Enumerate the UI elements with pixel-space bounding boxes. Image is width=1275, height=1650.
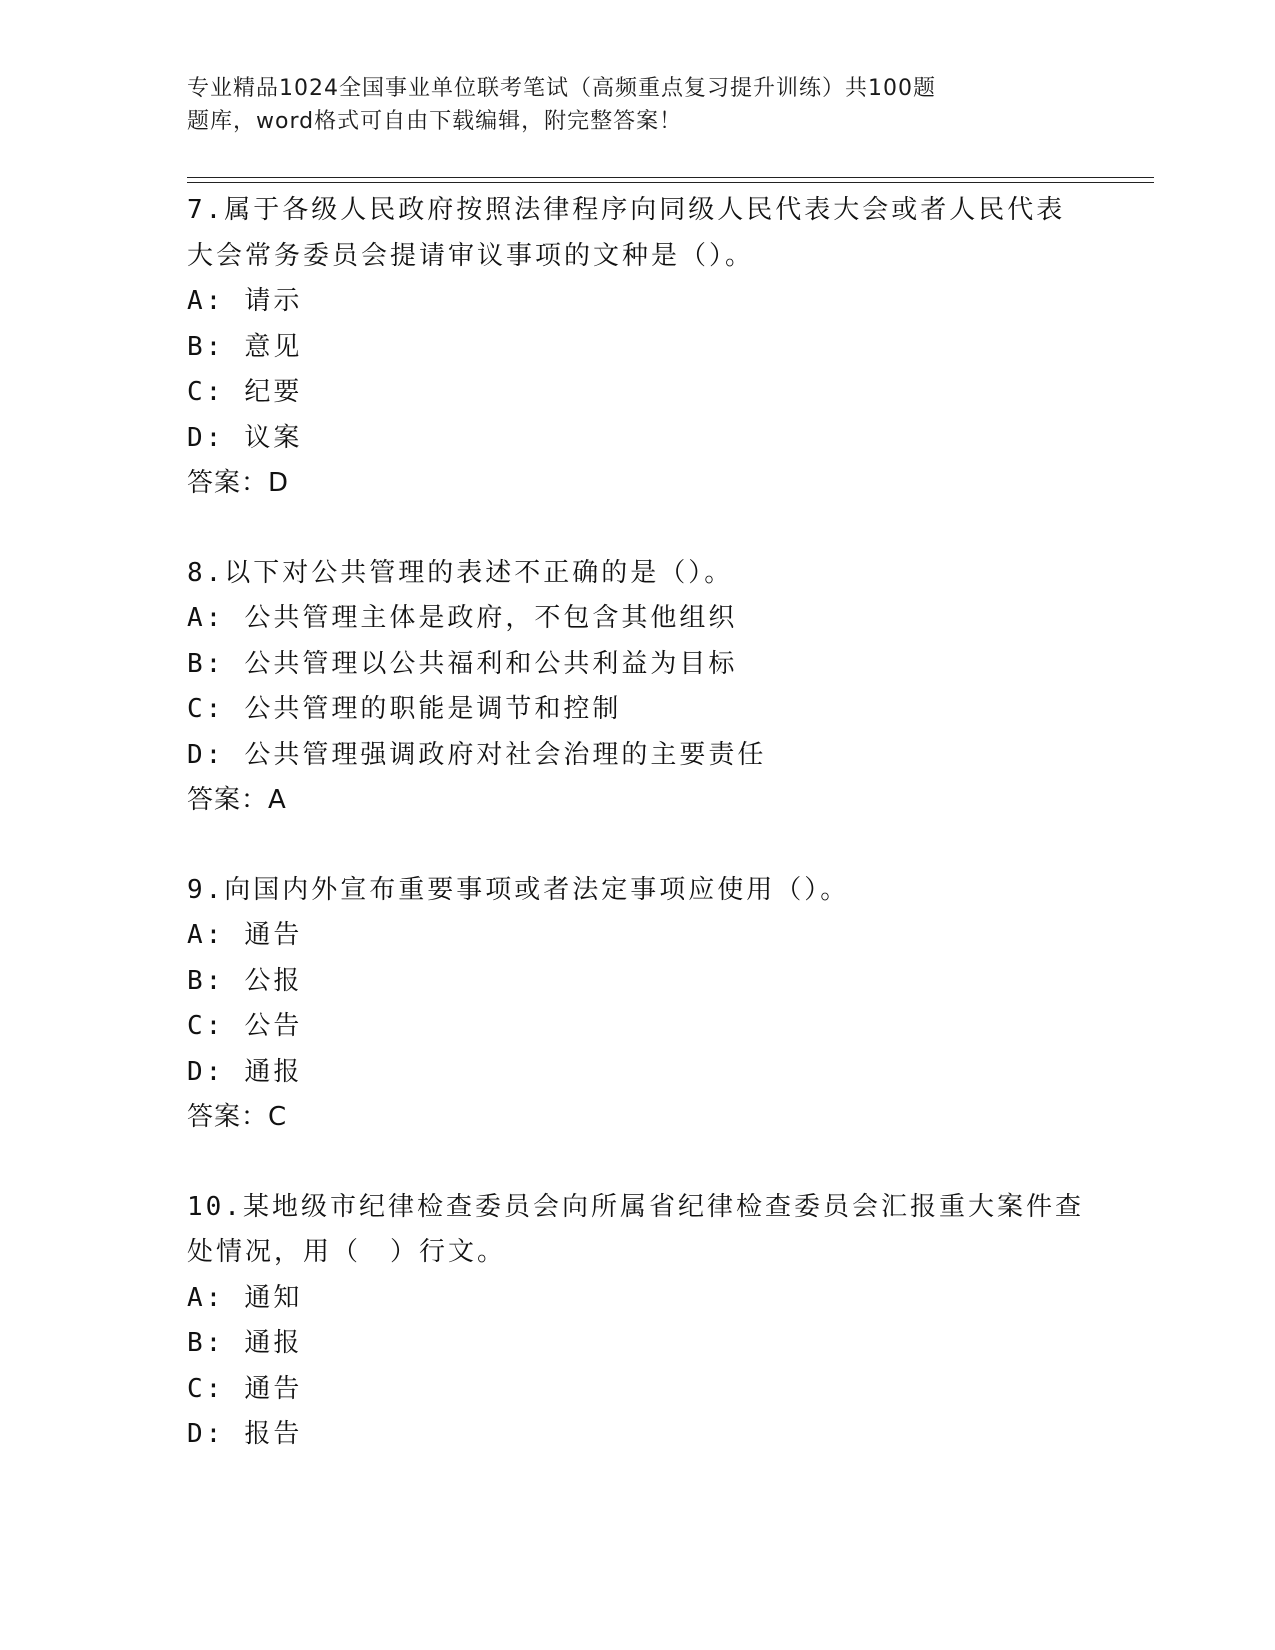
option-letter: A: bbox=[187, 920, 225, 950]
option-c bbox=[187, 1004, 1087, 1050]
option-letter: B: bbox=[187, 648, 225, 679]
option-text: 通告 bbox=[244, 920, 303, 950]
header-line-2: 题库，word格式可自由下载编辑，附完整答案！ bbox=[187, 109, 683, 134]
option-b bbox=[187, 959, 1087, 1005]
question-stem: 8.以下对公共管理的表述不正确的是（）。 bbox=[187, 557, 734, 588]
option-text: 通报 bbox=[244, 1056, 303, 1087]
option-text: 公共管理的职能是调节和控制 bbox=[244, 694, 622, 724]
option-d bbox=[187, 416, 1087, 462]
option-letter: C: bbox=[187, 694, 225, 724]
option-a bbox=[187, 279, 1087, 325]
option-text: 通知 bbox=[244, 1282, 303, 1313]
option-letter: B: bbox=[187, 965, 225, 996]
option-b bbox=[187, 642, 1087, 688]
option-text: 纪要 bbox=[244, 377, 303, 407]
option-letter: D: bbox=[187, 739, 225, 770]
question-8 bbox=[187, 551, 1087, 824]
option-letter: C: bbox=[187, 1011, 225, 1041]
option-c bbox=[187, 1367, 1087, 1413]
option-text: 公报 bbox=[244, 965, 303, 996]
option-c bbox=[187, 687, 1087, 733]
option-letter: A: bbox=[187, 1282, 225, 1313]
option-text: 请示 bbox=[244, 286, 303, 316]
option-letter: D: bbox=[187, 1419, 225, 1449]
option-letter: B: bbox=[187, 1328, 225, 1358]
answer-line: 答案：A bbox=[187, 785, 287, 815]
option-text: 公共管理主体是政府，不包含其他组织 bbox=[244, 603, 738, 633]
question-stem: 10.某地级市纪律检查委员会向所属省纪律检查委员会汇报重大案件查 bbox=[187, 1191, 1084, 1222]
option-letter: D: bbox=[187, 1056, 225, 1087]
question-10 bbox=[187, 1185, 1087, 1458]
header-divider-bottom bbox=[187, 182, 1154, 183]
option-text: 通报 bbox=[244, 1328, 303, 1358]
option-letter: C: bbox=[187, 377, 225, 407]
answer-line: 答案：C bbox=[187, 1102, 288, 1132]
option-letter: A: bbox=[187, 286, 225, 316]
option-a bbox=[187, 596, 1087, 642]
answer-line: 答案：D bbox=[187, 468, 290, 498]
option-a bbox=[187, 913, 1087, 959]
option-text: 通告 bbox=[244, 1373, 303, 1404]
option-d bbox=[187, 733, 1087, 779]
option-d bbox=[187, 1050, 1087, 1096]
question-7 bbox=[187, 188, 1087, 507]
option-text: 报告 bbox=[244, 1419, 303, 1449]
option-d bbox=[187, 1412, 1087, 1458]
option-letter: B: bbox=[187, 331, 225, 362]
question-stem: 大会常务委员会提请审议事项的文种是（）。 bbox=[187, 240, 755, 271]
option-text: 公告 bbox=[244, 1011, 303, 1041]
question-stem: 7.属于各级人民政府按照法律程序向同级人民代表大会或者人民代表 bbox=[187, 195, 1066, 225]
option-b bbox=[187, 325, 1087, 371]
question-list bbox=[187, 188, 1087, 1502]
option-b bbox=[187, 1321, 1087, 1367]
option-text: 议案 bbox=[244, 422, 303, 453]
question-9 bbox=[187, 868, 1087, 1141]
option-c bbox=[187, 370, 1087, 416]
option-text: 意见 bbox=[244, 331, 303, 362]
document-header bbox=[187, 72, 1007, 138]
header-line-1: 专业精品1024全国事业单位联考笔试（高频重点复习提升训练）共100题 bbox=[187, 76, 936, 101]
option-a bbox=[187, 1276, 1087, 1322]
question-stem: 9.向国内外宣布重要事项或者法定事项应使用（）。 bbox=[187, 874, 850, 905]
option-letter: D: bbox=[187, 422, 225, 453]
option-text: 公共管理强调政府对社会治理的主要责任 bbox=[244, 739, 767, 770]
option-letter: C: bbox=[187, 1373, 225, 1404]
option-text: 公共管理以公共福利和公共利益为目标 bbox=[244, 648, 738, 679]
option-letter: A: bbox=[187, 603, 225, 633]
header-divider-top bbox=[187, 177, 1154, 178]
question-stem: 处情况，用（ ）行文。 bbox=[187, 1237, 507, 1267]
